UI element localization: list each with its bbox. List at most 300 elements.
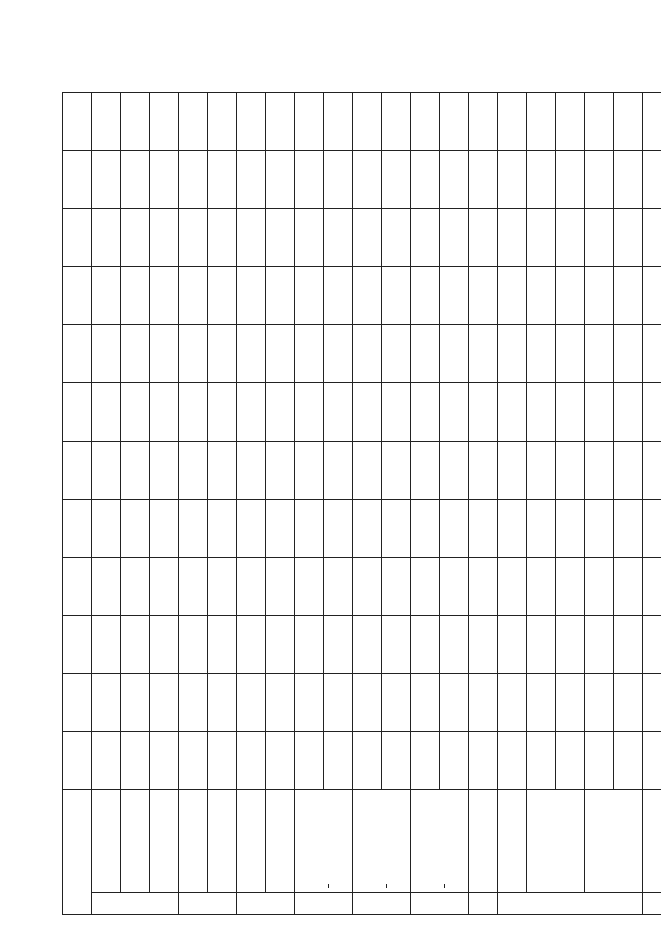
table-cell — [643, 499, 661, 557]
table-cell — [121, 325, 150, 383]
table-cell — [295, 673, 324, 731]
row-label — [92, 790, 121, 893]
table-cell — [382, 383, 411, 441]
table-row — [353, 93, 382, 915]
table-cell — [266, 499, 295, 557]
thread-cell — [63, 209, 92, 267]
table-cell — [121, 499, 150, 557]
table-cell — [208, 673, 237, 731]
table-cell — [150, 209, 179, 267]
table-cell — [382, 93, 411, 151]
table-cell — [643, 383, 661, 441]
table-cell — [614, 151, 643, 209]
table-row — [643, 93, 661, 915]
table-cell — [324, 441, 353, 499]
table-cell — [411, 93, 440, 151]
table-cell — [150, 383, 179, 441]
table-cell — [208, 557, 237, 615]
thread-header-label — [63, 790, 92, 915]
param-dw — [353, 893, 411, 915]
table-cell — [614, 615, 643, 673]
table-cell — [324, 267, 353, 325]
table-cell — [237, 441, 266, 499]
table-cell — [382, 557, 411, 615]
table-row — [585, 93, 614, 915]
row-label — [643, 790, 661, 893]
table-cell — [469, 209, 498, 267]
table-cell — [614, 441, 643, 499]
table-cell — [237, 151, 266, 209]
table-cell — [121, 383, 150, 441]
table-cell — [498, 151, 527, 209]
table-cell — [121, 267, 150, 325]
row-label — [237, 790, 266, 893]
table-cell — [324, 673, 353, 731]
table-cell — [411, 615, 440, 673]
table-cell — [643, 151, 661, 209]
table-cell — [440, 209, 469, 267]
table-cell — [237, 325, 266, 383]
table-cell — [237, 383, 266, 441]
table-cell — [150, 267, 179, 325]
table-cell — [150, 499, 179, 557]
row-label — [585, 790, 643, 893]
table-cell — [208, 499, 237, 557]
table-cell — [585, 383, 614, 441]
table-cell — [643, 615, 661, 673]
table-cell — [121, 731, 150, 789]
table-cell — [556, 499, 585, 557]
table-cell — [382, 209, 411, 267]
table-cell — [179, 499, 208, 557]
table-cell — [92, 441, 121, 499]
table-cell — [556, 209, 585, 267]
table-cell — [324, 325, 353, 383]
table-cell — [440, 557, 469, 615]
table-cell — [411, 557, 440, 615]
param-e — [411, 893, 469, 915]
table-cell — [585, 267, 614, 325]
table-cell — [469, 673, 498, 731]
table-cell — [498, 325, 527, 383]
table-cell — [150, 325, 179, 383]
table-cell — [382, 615, 411, 673]
table-row — [295, 93, 324, 915]
table-cell — [121, 441, 150, 499]
table-cell — [324, 557, 353, 615]
table-cell — [527, 731, 556, 789]
table-cell — [208, 615, 237, 673]
table-cell — [411, 731, 440, 789]
table-cell — [411, 325, 440, 383]
table-cell — [440, 499, 469, 557]
param-lf — [469, 893, 498, 915]
table-caption — [20, 88, 42, 911]
table-cell — [469, 615, 498, 673]
table-cell — [469, 383, 498, 441]
table-cell — [527, 615, 556, 673]
frac-num — [328, 884, 329, 888]
table-cell — [179, 441, 208, 499]
table-cell — [295, 267, 324, 325]
table-cell — [556, 557, 585, 615]
table-cell — [179, 673, 208, 731]
bolt-dimensions-table — [62, 92, 661, 915]
table-cell — [498, 557, 527, 615]
table-cell — [353, 325, 382, 383]
table-cell — [92, 383, 121, 441]
thread-cell — [63, 325, 92, 383]
frac-num — [386, 884, 387, 888]
table-cell — [614, 673, 643, 731]
table-cell — [498, 499, 527, 557]
table-cell — [92, 267, 121, 325]
table-cell — [237, 615, 266, 673]
table-cell — [92, 731, 121, 789]
class-fraction — [328, 884, 329, 888]
row-label — [121, 790, 150, 893]
table-cell — [324, 93, 353, 151]
table-cell — [469, 93, 498, 151]
table-cell — [295, 151, 324, 209]
table-cell — [411, 383, 440, 441]
table-cell — [208, 441, 237, 499]
table-cell — [237, 267, 266, 325]
table-cell — [614, 383, 643, 441]
table-cell — [92, 557, 121, 615]
row-label — [295, 790, 353, 893]
table-cell — [353, 441, 382, 499]
table-cell — [92, 93, 121, 151]
table-cell — [121, 151, 150, 209]
rotated-table-block — [20, 92, 584, 915]
table-cell — [585, 441, 614, 499]
table-row — [121, 93, 150, 915]
table-cell — [411, 673, 440, 731]
table-cell — [237, 731, 266, 789]
table-cell — [150, 615, 179, 673]
table-cell — [440, 151, 469, 209]
table-cell — [498, 267, 527, 325]
table-cell — [411, 441, 440, 499]
table-cell — [469, 325, 498, 383]
thread-header-row — [63, 93, 92, 915]
table-cell — [643, 209, 661, 267]
table-cell — [498, 93, 527, 151]
table-cell — [585, 151, 614, 209]
table-cell — [469, 441, 498, 499]
table-cell — [643, 325, 661, 383]
param-da — [237, 893, 295, 915]
table-cell — [266, 557, 295, 615]
thread-cell — [63, 557, 92, 615]
table-cell — [556, 151, 585, 209]
table-cell — [266, 267, 295, 325]
table-cell — [121, 209, 150, 267]
table-cell — [527, 499, 556, 557]
row-label — [527, 790, 585, 893]
table-cell — [469, 151, 498, 209]
table-cell — [353, 209, 382, 267]
table-cell — [295, 93, 324, 151]
table-cell — [295, 731, 324, 789]
table-cell — [469, 267, 498, 325]
table-row — [150, 93, 179, 915]
table-row — [237, 93, 266, 915]
table-cell — [179, 209, 208, 267]
table-cell — [440, 383, 469, 441]
table-cell — [585, 615, 614, 673]
table-cell — [498, 673, 527, 731]
table-cell — [440, 267, 469, 325]
table-cell — [411, 151, 440, 209]
table-cell — [208, 267, 237, 325]
table-cell — [353, 499, 382, 557]
table-cell — [295, 383, 324, 441]
table-cell — [150, 731, 179, 789]
table-cell — [208, 151, 237, 209]
table-cell — [643, 557, 661, 615]
table-cell — [324, 209, 353, 267]
table-cell — [614, 325, 643, 383]
table-cell — [266, 325, 295, 383]
table-cell — [179, 151, 208, 209]
table-cell — [208, 93, 237, 151]
table-cell — [382, 267, 411, 325]
thread-cell — [63, 267, 92, 325]
table-cell — [643, 93, 661, 151]
param-ds — [295, 893, 353, 915]
thread-cell — [63, 615, 92, 673]
table-cell — [237, 557, 266, 615]
table-cell — [353, 731, 382, 789]
table-cell — [179, 325, 208, 383]
table-row — [469, 93, 498, 915]
table-cell — [92, 615, 121, 673]
table-cell — [585, 557, 614, 615]
table-cell — [382, 499, 411, 557]
table-cell — [643, 267, 661, 325]
thread-cell — [63, 673, 92, 731]
row-label — [179, 790, 208, 893]
param-k — [498, 893, 643, 915]
table-cell — [527, 151, 556, 209]
table-cell — [237, 673, 266, 731]
thread-cell — [63, 383, 92, 441]
table-cell — [440, 731, 469, 789]
table-cell — [440, 673, 469, 731]
table-cell — [353, 267, 382, 325]
table-cell — [237, 209, 266, 267]
table-cell — [179, 267, 208, 325]
table-cell — [266, 673, 295, 731]
table-cell — [179, 93, 208, 151]
table-cell — [208, 731, 237, 789]
table-cell — [411, 267, 440, 325]
table-cell — [266, 151, 295, 209]
table-cell — [295, 325, 324, 383]
table-cell — [121, 557, 150, 615]
row-label — [411, 790, 469, 893]
table-cell — [150, 673, 179, 731]
table-cell — [295, 615, 324, 673]
table-cell — [556, 267, 585, 325]
table-cell — [266, 615, 295, 673]
table-cell — [585, 209, 614, 267]
thread-cell — [63, 731, 92, 789]
row-label — [150, 790, 179, 893]
table-cell — [382, 731, 411, 789]
table-cell — [498, 731, 527, 789]
param-b — [92, 893, 179, 915]
table-cell — [92, 151, 121, 209]
table-cell — [237, 499, 266, 557]
table-cell — [556, 615, 585, 673]
table-cell — [411, 209, 440, 267]
table-cell — [92, 209, 121, 267]
table-cell — [498, 615, 527, 673]
table-cell — [353, 673, 382, 731]
table-cell — [92, 325, 121, 383]
table-row — [92, 93, 121, 915]
table-cell — [469, 557, 498, 615]
table-cell — [150, 441, 179, 499]
table-cell — [382, 151, 411, 209]
table-cell — [556, 93, 585, 151]
table-cell — [324, 383, 353, 441]
table-cell — [237, 93, 266, 151]
table-cell — [266, 383, 295, 441]
table-cell — [585, 325, 614, 383]
table-cell — [382, 673, 411, 731]
table-cell — [382, 441, 411, 499]
table-row — [527, 93, 556, 915]
table-cell — [382, 325, 411, 383]
row-label — [469, 790, 498, 893]
table-cell — [614, 93, 643, 151]
table-cell — [527, 325, 556, 383]
table-cell — [295, 557, 324, 615]
table-cell — [440, 325, 469, 383]
table-cell — [614, 731, 643, 789]
table-row — [498, 93, 527, 915]
table-cell — [556, 325, 585, 383]
table-cell — [324, 731, 353, 789]
table-cell — [585, 731, 614, 789]
table-cell — [585, 93, 614, 151]
table-cell — [614, 557, 643, 615]
table-cell — [527, 267, 556, 325]
table-cell — [150, 151, 179, 209]
table-cell — [556, 383, 585, 441]
table-cell — [585, 499, 614, 557]
table-cell — [353, 383, 382, 441]
table-row — [411, 93, 440, 915]
table-cell — [295, 499, 324, 557]
class-fraction — [444, 884, 445, 888]
table-cell — [324, 615, 353, 673]
table-cell — [527, 209, 556, 267]
table-cell — [121, 93, 150, 151]
table-cell — [614, 499, 643, 557]
row-label — [353, 790, 411, 893]
table-cell — [498, 383, 527, 441]
table-cell — [266, 93, 295, 151]
row-label — [208, 790, 237, 893]
table-cell — [469, 499, 498, 557]
param-c — [179, 893, 237, 915]
table-cell — [92, 499, 121, 557]
table-cell — [440, 441, 469, 499]
table-cell — [469, 731, 498, 789]
table-cell — [179, 383, 208, 441]
class-fraction — [386, 884, 387, 888]
table-cell — [295, 209, 324, 267]
row-label — [498, 790, 527, 893]
table-cell — [266, 209, 295, 267]
thread-cell — [63, 499, 92, 557]
table-cell — [585, 673, 614, 731]
table-cell — [498, 209, 527, 267]
table-cell — [208, 209, 237, 267]
param-k-prime — [643, 893, 661, 915]
table-cell — [527, 383, 556, 441]
table-row — [179, 93, 208, 915]
table-cell — [353, 615, 382, 673]
table-cell — [324, 499, 353, 557]
thread-cell — [63, 93, 92, 151]
table-cell — [150, 557, 179, 615]
table-cell — [353, 93, 382, 151]
table-cell — [440, 615, 469, 673]
table-cell — [121, 615, 150, 673]
thread-cell — [63, 441, 92, 499]
table-row — [266, 93, 295, 915]
table-cell — [179, 557, 208, 615]
frac-num — [444, 884, 445, 888]
table-cell — [121, 673, 150, 731]
table-cell — [556, 731, 585, 789]
table-cell — [179, 731, 208, 789]
table-cell — [353, 151, 382, 209]
table-cell — [324, 151, 353, 209]
row-label — [266, 790, 295, 893]
table-cell — [295, 441, 324, 499]
table-row — [208, 93, 237, 915]
table-cell — [643, 673, 661, 731]
table-cell — [556, 673, 585, 731]
table-cell — [179, 615, 208, 673]
table-cell — [498, 441, 527, 499]
table-cell — [440, 93, 469, 151]
table-cell — [150, 93, 179, 151]
table-cell — [527, 441, 556, 499]
table-cell — [208, 383, 237, 441]
thread-cell — [63, 151, 92, 209]
table-cell — [643, 441, 661, 499]
table-cell — [527, 93, 556, 151]
table-cell — [614, 267, 643, 325]
table-cell — [266, 441, 295, 499]
table-cell — [614, 209, 643, 267]
table-cell — [92, 673, 121, 731]
table-cell — [527, 557, 556, 615]
table-cell — [411, 499, 440, 557]
table-cell — [266, 731, 295, 789]
table-cell — [208, 325, 237, 383]
table-cell — [556, 441, 585, 499]
table-cell — [527, 673, 556, 731]
